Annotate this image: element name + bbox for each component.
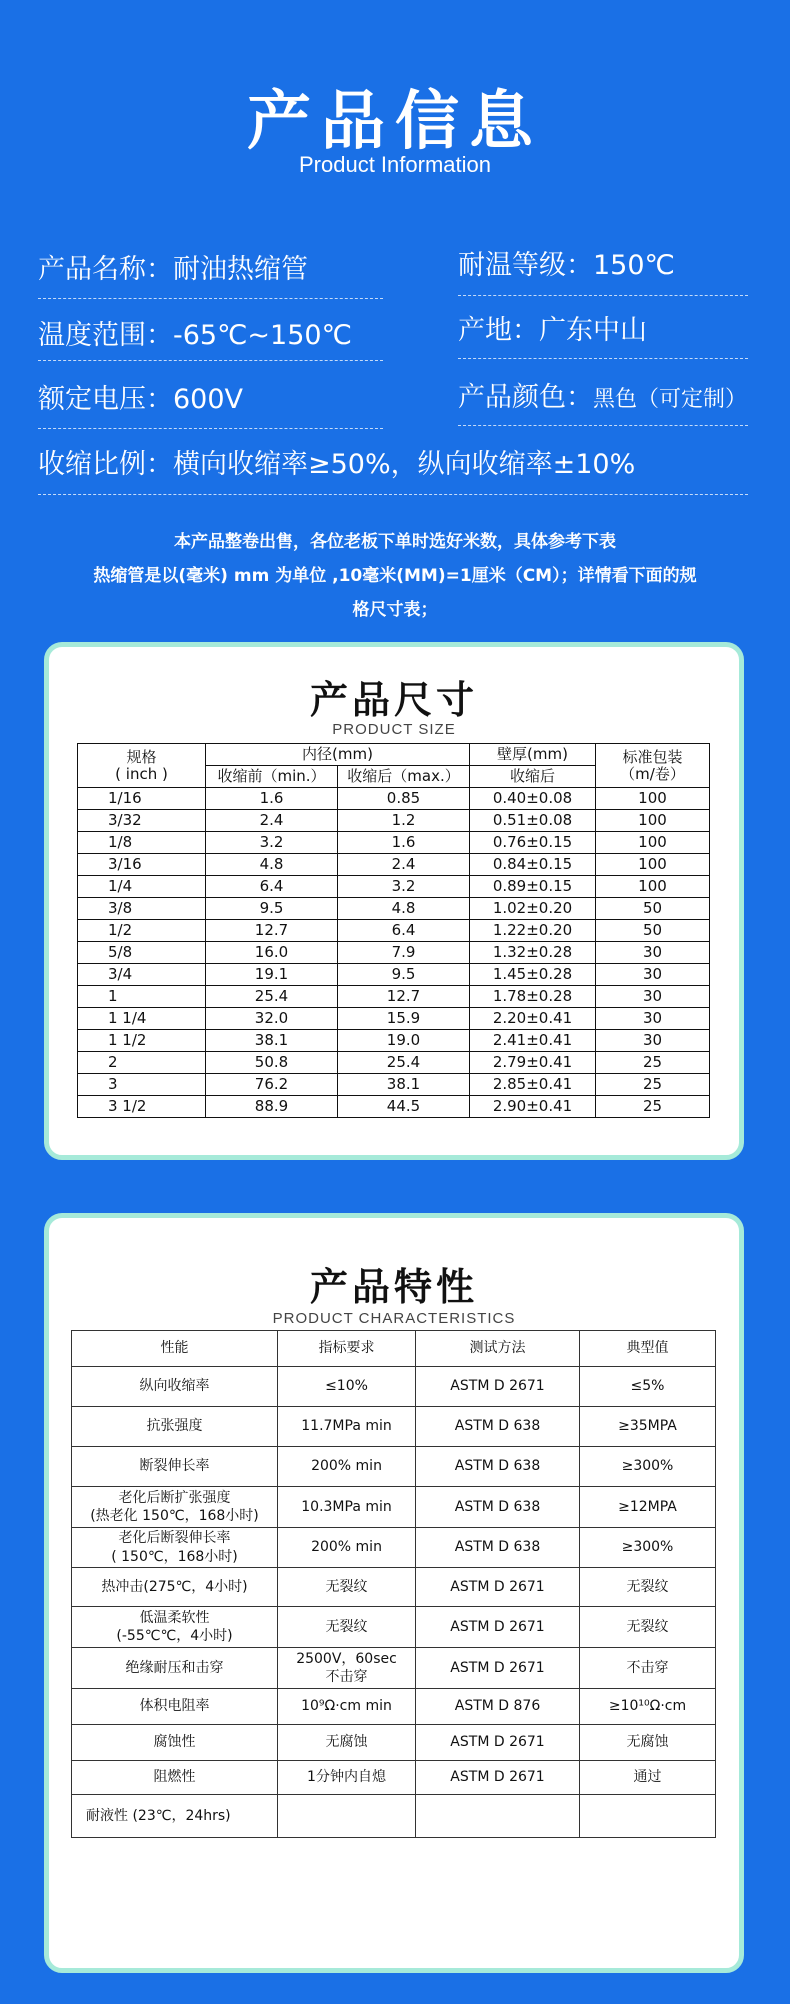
info-voltage: 额定电压：600V — [38, 384, 244, 415]
table-row — [72, 1689, 716, 1725]
table-cell: 3/4 — [78, 964, 206, 986]
table-cell: 1.2 — [338, 810, 470, 832]
table-row — [78, 854, 710, 876]
table-cell: 无裂纹 — [278, 1607, 416, 1648]
table-row — [78, 1074, 710, 1096]
table-cell: ASTM D 638 — [416, 1407, 580, 1447]
table-row — [72, 1447, 716, 1487]
table-cell: 19.1 — [206, 964, 338, 986]
table-cell: 2 — [78, 1052, 206, 1074]
table-cell: 低温柔软性 (-55℃℃，4小时) — [72, 1607, 278, 1648]
table-cell: 30 — [596, 942, 710, 964]
table-cell: 0.40±0.08 — [470, 788, 596, 810]
table-row — [72, 1367, 716, 1407]
size-table — [77, 743, 710, 1118]
table-cell: 100 — [596, 810, 710, 832]
table-row — [78, 1030, 710, 1052]
table-cell: 6.4 — [206, 876, 338, 898]
table-cell: 1.6 — [338, 832, 470, 854]
table-cell: 2.4 — [338, 854, 470, 876]
table-row — [72, 1407, 716, 1447]
header-after: 收缩后（max.） — [338, 766, 470, 788]
table-cell: 纵向收缩率 — [72, 1367, 278, 1407]
char-card-title: 产品特性 — [309, 1265, 478, 1309]
info-color — [458, 375, 747, 414]
char-card — [44, 1213, 744, 1973]
table-cell: 1/4 — [78, 876, 206, 898]
table-row — [78, 876, 710, 898]
header-cell: 典型值 — [580, 1331, 716, 1367]
table-cell: 阻燃性 — [72, 1761, 278, 1795]
table-cell: 4.8 — [338, 898, 470, 920]
table-row — [72, 1487, 716, 1528]
table-row — [72, 1528, 716, 1568]
header-before: 收缩前（min.） — [206, 766, 338, 788]
table-row — [78, 964, 710, 986]
table-cell: 无裂纹 — [278, 1568, 416, 1607]
table-cell: ≥10¹⁰Ω·cm — [580, 1689, 716, 1725]
table-cell — [278, 1795, 416, 1838]
table-cell: 3/32 — [78, 810, 206, 832]
table-cell: 30 — [596, 1030, 710, 1052]
table-cell: 50.8 — [206, 1052, 338, 1074]
table-cell: ≤10% — [278, 1367, 416, 1407]
table-cell: ASTM D 2671 — [416, 1568, 580, 1607]
table-cell: 1.22±0.20 — [470, 920, 596, 942]
table-cell: ≤5% — [580, 1367, 716, 1407]
char-table-body — [72, 1367, 716, 1838]
info-ratio: 收缩比例：横向收缩率≥50%，纵向收缩率±10% — [38, 449, 636, 480]
table-cell: 2.90±0.41 — [470, 1096, 596, 1118]
table-row — [72, 1607, 716, 1648]
note-line: 本产品整卷出售，各位老板下单时选好米数，具体参考下表 — [174, 532, 616, 552]
header-cell: 测试方法 — [416, 1331, 580, 1367]
table-cell: 抗张强度 — [72, 1407, 278, 1447]
header-pack-unit: （m/卷） — [620, 764, 685, 783]
table-cell: 7.9 — [338, 942, 470, 964]
header-spec — [78, 744, 206, 788]
table-row — [78, 942, 710, 964]
page-title: 产品信息 — [247, 85, 543, 159]
table-cell: ASTM D 638 — [416, 1487, 580, 1528]
table-cell: 老化后断扩张强度 (热老化 150℃，168小时) — [72, 1487, 278, 1528]
divider — [38, 494, 748, 495]
table-cell: 12.7 — [206, 920, 338, 942]
header-wall: 壁厚(mm) — [470, 744, 596, 766]
table-row — [78, 1052, 710, 1074]
header-inner: 内径(mm) — [206, 744, 470, 766]
table-cell: 12.7 — [338, 986, 470, 1008]
table-row — [78, 1096, 710, 1118]
table-row — [72, 1795, 716, 1838]
table-cell: ASTM D 638 — [416, 1528, 580, 1568]
note-line: 热缩管是以(毫米) mm 为单位 ,10毫米(MM)=1厘米（CM）；详情看下面的规 — [93, 566, 697, 586]
table-cell: 无裂纹 — [580, 1607, 716, 1648]
table-cell: 0.85 — [338, 788, 470, 810]
table-cell: 1.32±0.28 — [470, 942, 596, 964]
table-cell: ASTM D 2671 — [416, 1725, 580, 1761]
table-cell: 200% min — [278, 1447, 416, 1487]
table-cell: 1/16 — [78, 788, 206, 810]
divider — [38, 428, 383, 429]
size-card-subtitle: PRODUCT SIZE — [332, 721, 456, 738]
divider — [38, 298, 383, 299]
table-cell: 无腐蚀 — [580, 1725, 716, 1761]
table-cell: 耐液性 (23℃，24hrs) — [72, 1795, 278, 1838]
table-cell: 无裂纹 — [580, 1568, 716, 1607]
table-cell: 30 — [596, 986, 710, 1008]
divider — [458, 425, 748, 426]
size-card — [44, 642, 744, 1160]
table-cell: 3.2 — [206, 832, 338, 854]
table-cell: 76.2 — [206, 1074, 338, 1096]
table-cell: 1.78±0.28 — [470, 986, 596, 1008]
table-cell: 绝缘耐压和击穿 — [72, 1648, 278, 1689]
table-row — [78, 788, 710, 810]
table-cell: 1.02±0.20 — [470, 898, 596, 920]
table-cell: 3 — [78, 1074, 206, 1096]
info-origin: 产地：广东中山 — [458, 315, 647, 346]
table-cell: ASTM D 2671 — [416, 1367, 580, 1407]
table-cell: 10⁹Ω·cm min — [278, 1689, 416, 1725]
table-cell: 44.5 — [338, 1096, 470, 1118]
table-cell: 2.20±0.41 — [470, 1008, 596, 1030]
char-table-header — [72, 1331, 716, 1367]
table-cell: 9.5 — [206, 898, 338, 920]
table-cell: 19.0 — [338, 1030, 470, 1052]
table-cell: 100 — [596, 788, 710, 810]
table-cell: ≥300% — [580, 1528, 716, 1568]
table-cell: 38.1 — [338, 1074, 470, 1096]
table-cell: 0.89±0.15 — [470, 876, 596, 898]
table-cell: 25.4 — [338, 1052, 470, 1074]
table-cell: ASTM D 638 — [416, 1447, 580, 1487]
table-cell: ASTM D 2671 — [416, 1607, 580, 1648]
table-cell: 3 1/2 — [78, 1096, 206, 1118]
table-cell: ≥12MPA — [580, 1487, 716, 1528]
table-cell: 25 — [596, 1052, 710, 1074]
table-cell: 1.6 — [206, 788, 338, 810]
table-cell: 200% min — [278, 1528, 416, 1568]
table-cell: 32.0 — [206, 1008, 338, 1030]
table-row — [78, 1008, 710, 1030]
table-cell: ASTM D 2671 — [416, 1648, 580, 1689]
header-pack-label: 标准包装 — [622, 748, 683, 766]
info-temp-grade: 耐温等级：150℃ — [458, 250, 675, 281]
table-cell: 38.1 — [206, 1030, 338, 1052]
table-cell: 无腐蚀 — [278, 1725, 416, 1761]
table-row — [72, 1568, 716, 1607]
table-cell: ≥300% — [580, 1447, 716, 1487]
table-cell: 0.76±0.15 — [470, 832, 596, 854]
table-cell: 2.85±0.41 — [470, 1074, 596, 1096]
header-pack — [596, 744, 710, 788]
table-cell: ASTM D 2671 — [416, 1761, 580, 1795]
info-color-value: 黑色（可定制） — [593, 387, 748, 412]
table-cell: 100 — [596, 854, 710, 876]
table-cell: 2.79±0.41 — [470, 1052, 596, 1074]
table-row — [72, 1648, 716, 1689]
header-spec-unit: ( inch ) — [115, 764, 168, 783]
table-cell: 老化后断裂伸长率 ( 150℃，168小时) — [72, 1528, 278, 1568]
table-cell: 30 — [596, 964, 710, 986]
header-wall-after: 收缩后 — [470, 766, 596, 788]
table-cell: 100 — [596, 832, 710, 854]
table-row — [78, 986, 710, 1008]
table-cell: 1分钟内自熄 — [278, 1761, 416, 1795]
header-cell: 指标要求 — [278, 1331, 416, 1367]
char-table — [71, 1330, 716, 1838]
table-cell: 1 1/4 — [78, 1008, 206, 1030]
char-card-subtitle: PRODUCT CHARACTERISTICS — [272, 1310, 516, 1327]
table-cell: 50 — [596, 898, 710, 920]
table-cell: 5/8 — [78, 942, 206, 964]
table-cell: 1 1/2 — [78, 1030, 206, 1052]
table-cell: 15.9 — [338, 1008, 470, 1030]
divider — [458, 358, 748, 359]
table-cell: 25 — [596, 1096, 710, 1118]
table-cell: 1/8 — [78, 832, 206, 854]
table-cell: 9.5 — [338, 964, 470, 986]
table-cell: ≥35MPA — [580, 1407, 716, 1447]
table-cell: 2500V，60sec 不击穿 — [278, 1648, 416, 1689]
divider — [38, 360, 383, 361]
info-name: 产品名称：耐油热缩管 — [38, 254, 308, 285]
info-color-label: 产品颜色： — [458, 382, 593, 413]
page-subtitle: Product Information — [299, 152, 491, 177]
divider — [458, 295, 748, 296]
table-cell: 10.3MPa min — [278, 1487, 416, 1528]
table-cell: 88.9 — [206, 1096, 338, 1118]
size-card-title: 产品尺寸 — [309, 678, 478, 722]
table-cell — [580, 1795, 716, 1838]
table-cell: 16.0 — [206, 942, 338, 964]
table-cell: 2.4 — [206, 810, 338, 832]
info-temp-range: 温度范围：-65℃~150℃ — [38, 320, 352, 351]
table-row — [78, 920, 710, 942]
table-cell: 4.8 — [206, 854, 338, 876]
table-row — [72, 1725, 716, 1761]
size-table-body — [78, 788, 710, 1118]
table-cell: 0.84±0.15 — [470, 854, 596, 876]
table-cell: 3/16 — [78, 854, 206, 876]
table-row — [78, 810, 710, 832]
header-spec-label: 规格 — [126, 748, 157, 766]
table-cell: 通过 — [580, 1761, 716, 1795]
table-cell: 体积电阻率 — [72, 1689, 278, 1725]
table-cell: 25 — [596, 1074, 710, 1096]
table-cell: ASTM D 876 — [416, 1689, 580, 1725]
table-cell: 11.7MPa min — [278, 1407, 416, 1447]
table-row — [72, 1761, 716, 1795]
table-cell: 腐蚀性 — [72, 1725, 278, 1761]
table-cell: 1/2 — [78, 920, 206, 942]
note-line: 格尺寸表； — [352, 600, 438, 620]
table-cell: 100 — [596, 876, 710, 898]
table-cell: 0.51±0.08 — [470, 810, 596, 832]
table-cell: 25.4 — [206, 986, 338, 1008]
table-cell: 30 — [596, 1008, 710, 1030]
table-cell: 50 — [596, 920, 710, 942]
table-cell: 热冲击(275℃，4小时) — [72, 1568, 278, 1607]
table-cell: 3/8 — [78, 898, 206, 920]
table-cell: 2.41±0.41 — [470, 1030, 596, 1052]
table-cell: 1 — [78, 986, 206, 1008]
table-cell: 不击穿 — [580, 1648, 716, 1689]
table-cell: 3.2 — [338, 876, 470, 898]
table-cell: 6.4 — [338, 920, 470, 942]
header-cell: 性能 — [72, 1331, 278, 1367]
table-cell: 断裂伸长率 — [72, 1447, 278, 1487]
table-row — [78, 898, 710, 920]
table-row — [78, 832, 710, 854]
table-cell: 1.45±0.28 — [470, 964, 596, 986]
table-cell — [416, 1795, 580, 1838]
